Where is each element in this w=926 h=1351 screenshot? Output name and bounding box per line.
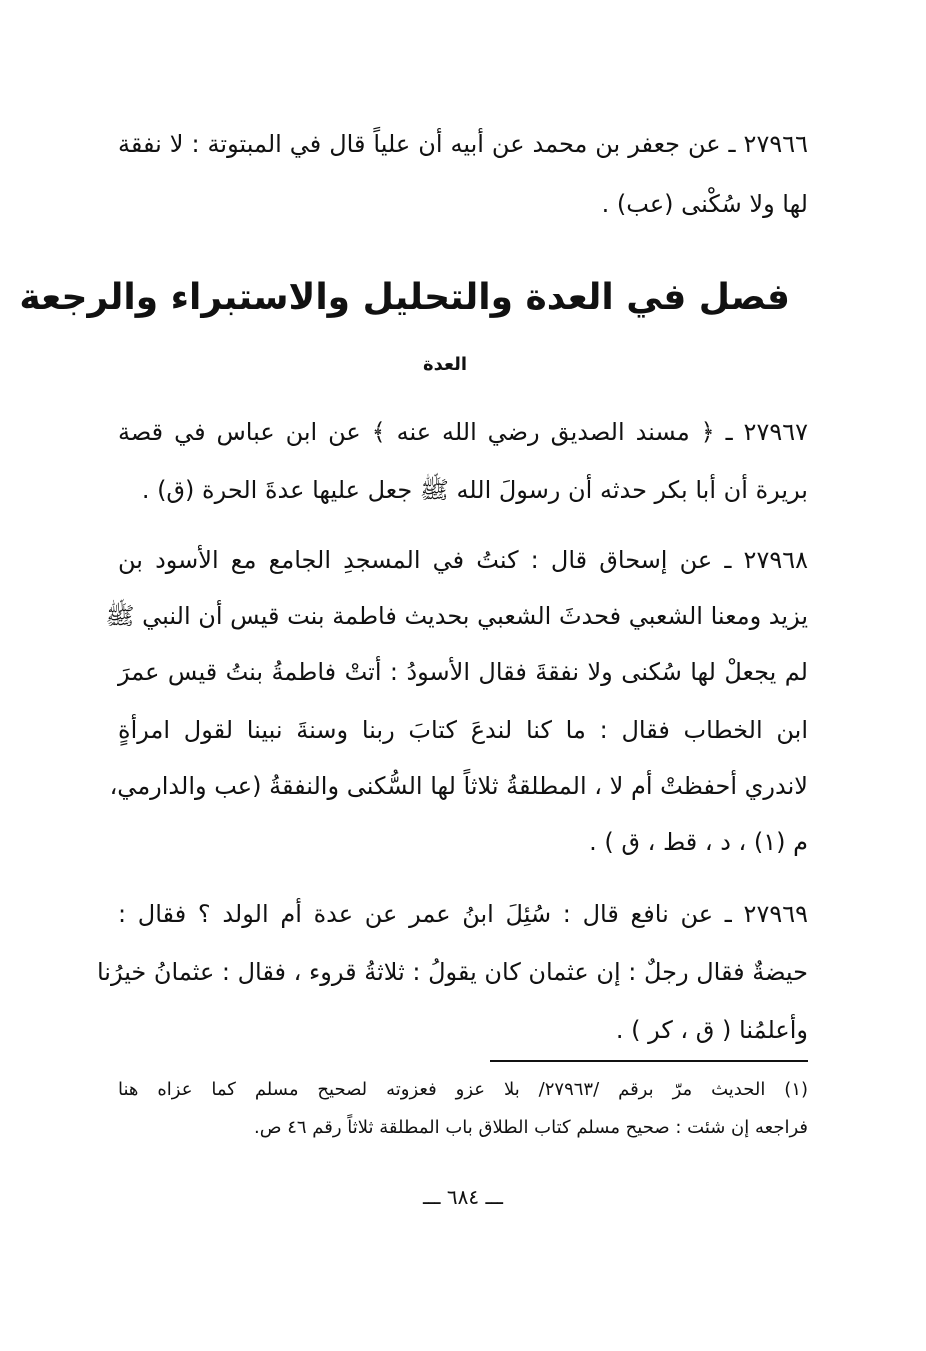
section-title: فصل في العدة والتحليل والاستبراء والرجعة [19,277,790,318]
page-number: ـــ ٦٨٤ ـــ [422,1185,504,1209]
footnote-line-2: فراجعه إن شئت : صحيح مسلم كتاب الطلاق باب المطلقة ثلاثاً رقم ٤٦ ص. [253,1117,808,1138]
hadith-27969-line-2: حيضةٌ فقال رجلٌ : إن عثمان كان يقولُ : ثلاثةُ قروء ، فقال : عثمانُ خيرُنا [96,958,808,986]
hadith-27968-line-4: ابن الخطاب فقال : ما كنا لندعَ كتابَ ربنا وسنةَ نبينا لقول امرأةٍ [118,716,808,744]
hadith-27968-line-6: م (١) ، د ، قط ، ق ) . [589,828,808,856]
footnote-line-1: (١) الحديث مرّ برقم /٢٧٩٦٣/ بلا عزو فعزوته لصحيح مسلم كما عزاه هنا [118,1079,809,1100]
section-subtitle: العدة [422,354,468,375]
hadith-27967-line-2: بريرة أن أبا بكر حدثه أن رسولَ الله ﷺ جعل عليها عدةَ الحرة (ق) . [141,476,808,504]
hadith-27966-line-1: ٢٧٩٦٦ ـ عن جعفر بن محمد عن أبيه أن علياً قال في المبتوتة : لا نفقة [118,130,808,158]
footnote-separator [490,1060,808,1062]
hadith-27967-line-1: ٢٧٩٦٧ ـ ﴿ مسند الصديق رضي الله عنه ﴾ عن ابن عباس في قصة [118,418,808,446]
hadith-27968-line-1: ٢٧٩٦٨ ـ عن إسحاق قال : كنتُ في المسجدِ الجامع مع الأسود بن [118,546,808,574]
hadith-27966-line-2: لها ولا سُكْنى (عب) . [601,190,808,218]
hadith-27968-line-5: لاندري أحفظتْ أم لا ، المطلقةُ ثلاثاً لها السُّكنى والنفقةُ (عب والدارمي، [109,772,808,800]
hadith-27968-line-2: يزيد ومعنا الشعبي فحدثَ الشعبي بحديث فاطمة بنت قيس أن النبي ﷺ [105,602,808,630]
hadith-27969-line-1: ٢٧٩٦٩ ـ عن نافع قال : سُئِلَ ابنُ عمر عن عدة أم الولد ؟ فقال : [118,900,808,928]
hadith-27969-line-3: وأعلمُنا ( ق ، كر ) . [615,1016,808,1044]
hadith-27968-line-3: لم يجعلْ لها سُكنى ولا نفقةَ فقال الأسودُ : أتتْ فاطمةُ بنتُ قيس عمرَ [118,658,808,686]
